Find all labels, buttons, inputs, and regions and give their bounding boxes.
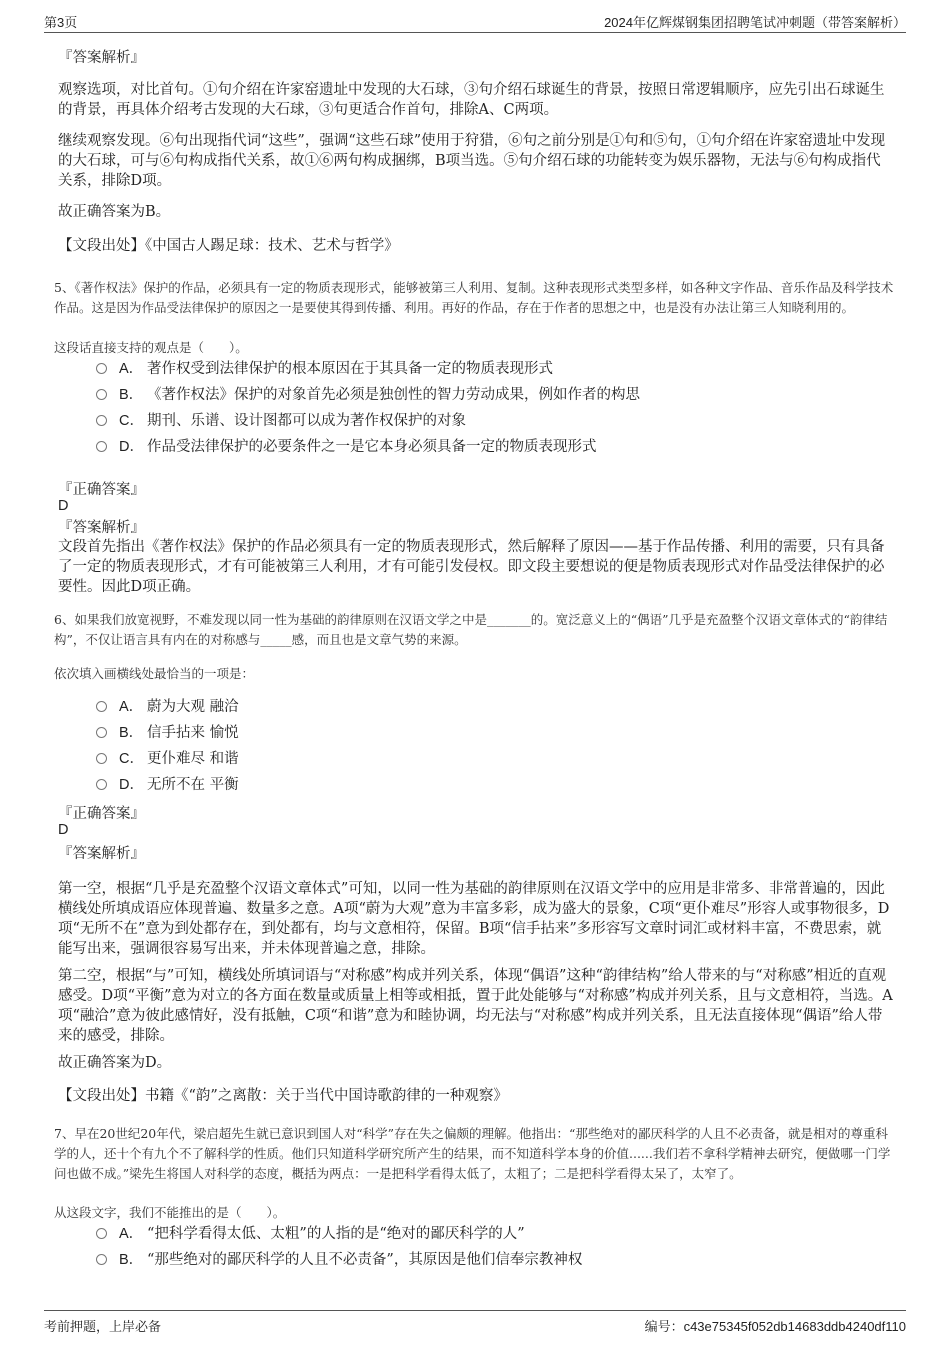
radio-icon[interactable] — [96, 1254, 107, 1265]
q5-analysis-label: 『答案解析』 — [58, 520, 145, 536]
q6-stem: 6、如果我们放宽视野，不难发现以同一性为基础的韵律原则在汉语文学之中是_______的。宽泛意义上的“偶语”几乎是充盈整个汉语文章体式的“韵律结构”，不仅让语言具有内在的对称感与_____感，而且也是文章气势的来源。 — [54, 612, 888, 647]
document-title: 2024年亿辉煤钢集团招聘笔试冲刺题（带答案解析） — [604, 15, 906, 30]
document-id: 编号：c43e75345f052db14683ddb4240df110 — [644, 1319, 906, 1334]
q6-conclusion: 故正确答案为D。 — [58, 1055, 172, 1071]
radio-icon[interactable] — [96, 727, 107, 738]
q6-source: 【文段出处】书籍《“韵”之离散：关于当代中国诗歌韵律的一种观察》 — [58, 1088, 508, 1104]
radio-icon[interactable] — [96, 441, 107, 452]
radio-icon[interactable] — [96, 779, 107, 790]
footer-slogan: 考前押题，上岸必备 — [44, 1319, 162, 1334]
q6-answer: D — [58, 822, 69, 838]
q5-option-b[interactable]: B． 《著作权法》保护的对象首先必须是独创性的智力劳动成果，例如作者的构思 — [96, 384, 640, 406]
q7-stem: 7、早在20世纪20年代，梁启超先生就已意识到国人对“科学”存在失之偏颇的理解。他指出：“那些绝对的鄙厌科学的人且不必责备，就是相对的尊重科学的人，还十个有九个不了解科学的性质。他们只知道科学研究所产生的结果，而不知道科学本身的价值......我们若不拿科学精神去研究，便做哪一门学问也做不成。”梁先生将国人对科学的态度，概括为两点：一是把科学看得太低了，太粗了；二是把科学看得太呆了，太窄了。 — [54, 1126, 891, 1181]
q5-analysis: 文段首先指出《著作权法》保护的作品必须具有一定的物质表现形式，然后解释了原因——基于作品传播、利用的需要，只有具备了一定的物质表现形式，才有可能被第三人利用，才有可能引发侵权。即文段主要想说的便是物质表现形式对作品受法律保护的必要性。因此D项正确。 — [58, 539, 885, 595]
radio-icon[interactable] — [96, 363, 107, 374]
q5-answer: D — [58, 498, 69, 514]
q5-option-c[interactable]: C． 期刊、乐谱、设计图都可以成为著作权保护的对象 — [96, 410, 466, 432]
q6-analysis-para-1: 第一空，根据“几乎是充盈整个汉语文章体式”可知，以同一性为基础的韵律原则在汉语文学中的应用是非常多、非常普遍的，因此横线处所填成语应体现普遍、数量多之意。A项“蔚为大观”意为丰富多彩，成为盛大的景象，C项“更仆难尽”形容人或事物很多，D项“无所不在”意为到处都存在，到处都有，均与文意相符，保留。B项“信手拈来”多形容写文章时词汇或材料丰富，不费思索，就能写出来，强调很容易写出来，并未体现普遍之意，排除。 — [58, 881, 890, 957]
q5-ask: 这段话直接支持的观点是（ ）。 — [54, 340, 248, 355]
q7-ask: 从这段文字，我们不能推出的是（ ）。 — [54, 1205, 286, 1220]
radio-icon[interactable] — [96, 753, 107, 764]
q6-ask: 依次填入画横线处最恰当的一项是： — [54, 666, 255, 681]
page-footer — [44, 1310, 906, 1335]
q7-option-a[interactable]: A． “把科学看得太低、太粗”的人指的是“绝对的鄙厌科学的人” — [96, 1223, 525, 1245]
q4-source: 【文段出处】《中国古人踢足球：技术、艺术与哲学》 — [58, 238, 399, 254]
q6-option-c[interactable]: C． 更仆难尽 和谐 — [96, 748, 239, 770]
q4-analysis-para-2: 继续观察发现。⑥句出现指代词“这些”，强调“这些石球”使用于狩猎，⑥句之前分别是①句和⑤句，①句介绍在许家窑遗址中发现的大石球，可与⑥句构成指代关系，故①⑥两句构成捆绑，B项当选。⑤句介绍石球的功能转变为娱乐器物，无法与⑥句构成指代关系，排除D项。 — [58, 133, 886, 189]
q6-analysis-label: 『答案解析』 — [58, 846, 145, 862]
q5-option-a[interactable]: A． 著作权受到法律保护的根本原因在于其具备一定的物质表现形式 — [96, 358, 553, 380]
q6-analysis-para-2: 第二空，根据“与”可知，横线处所填词语与“对称感”构成并列关系，体现“偶语”这种“韵律结构”给人带来的与“对称感”相近的直观感受。D项“平衡”意为对立的各方面在数量或质量上相等或相抵，置于此处能够与“对称感”构成并列关系，且与文意相符，当选。A项“融洽”意为彼此感情好，没有抵触，C项“和谐”意为和睦协调，均无法与“对称感”构成并列关系，且无法直接体现“偶语”给人带来的感受，排除。 — [58, 968, 893, 1044]
q4-analysis-para-1: 观察选项，对比首句。①句介绍在许家窑遗址中发现的大石球，③句介绍石球诞生的背景，按照日常逻辑顺序，应先引出石球诞生的背景，再具体介绍考古发现的大石球，③句更适合作首句，排除A、C两项。 — [58, 82, 885, 118]
radio-icon[interactable] — [96, 415, 107, 426]
q5-correct-label: 『正确答案』 — [58, 482, 145, 498]
q6-option-a[interactable]: A． 蔚为大观 融洽 — [96, 696, 239, 718]
q6-option-b[interactable]: B． 信手拈来 愉悦 — [96, 722, 239, 744]
q4-analysis-label: 『答案解析』 — [58, 50, 145, 66]
q7-option-b[interactable]: B． “那些绝对的鄙厌科学的人且不必责备”，其原因是他们信奉宗教神权 — [96, 1249, 582, 1271]
page-header — [44, 10, 906, 33]
q6-correct-label: 『正确答案』 — [58, 806, 145, 822]
q6-option-d[interactable]: D． 无所不在 平衡 — [96, 774, 239, 796]
radio-icon[interactable] — [96, 701, 107, 712]
q5-option-d[interactable]: D． 作品受法律保护的必要条件之一是它本身必须具备一定的物质表现形式 — [96, 436, 597, 458]
radio-icon[interactable] — [96, 1228, 107, 1239]
page-number: 第3页 — [44, 15, 78, 30]
radio-icon[interactable] — [96, 389, 107, 400]
q4-conclusion: 故正确答案为B。 — [58, 204, 171, 220]
q5-stem: 5、《著作权法》保护的作品，必须具有一定的物质表现形式，能够被第三人利用、复制。这种表现形式类型多样，如各种文字作品、音乐作品及科学技术作品。这是因为作品受法律保护的原因之一是要使其得到传播、利用。再好的作品，存在于作者的思想之中，也是没有办法让第三人知晓利用的。 — [54, 280, 894, 315]
